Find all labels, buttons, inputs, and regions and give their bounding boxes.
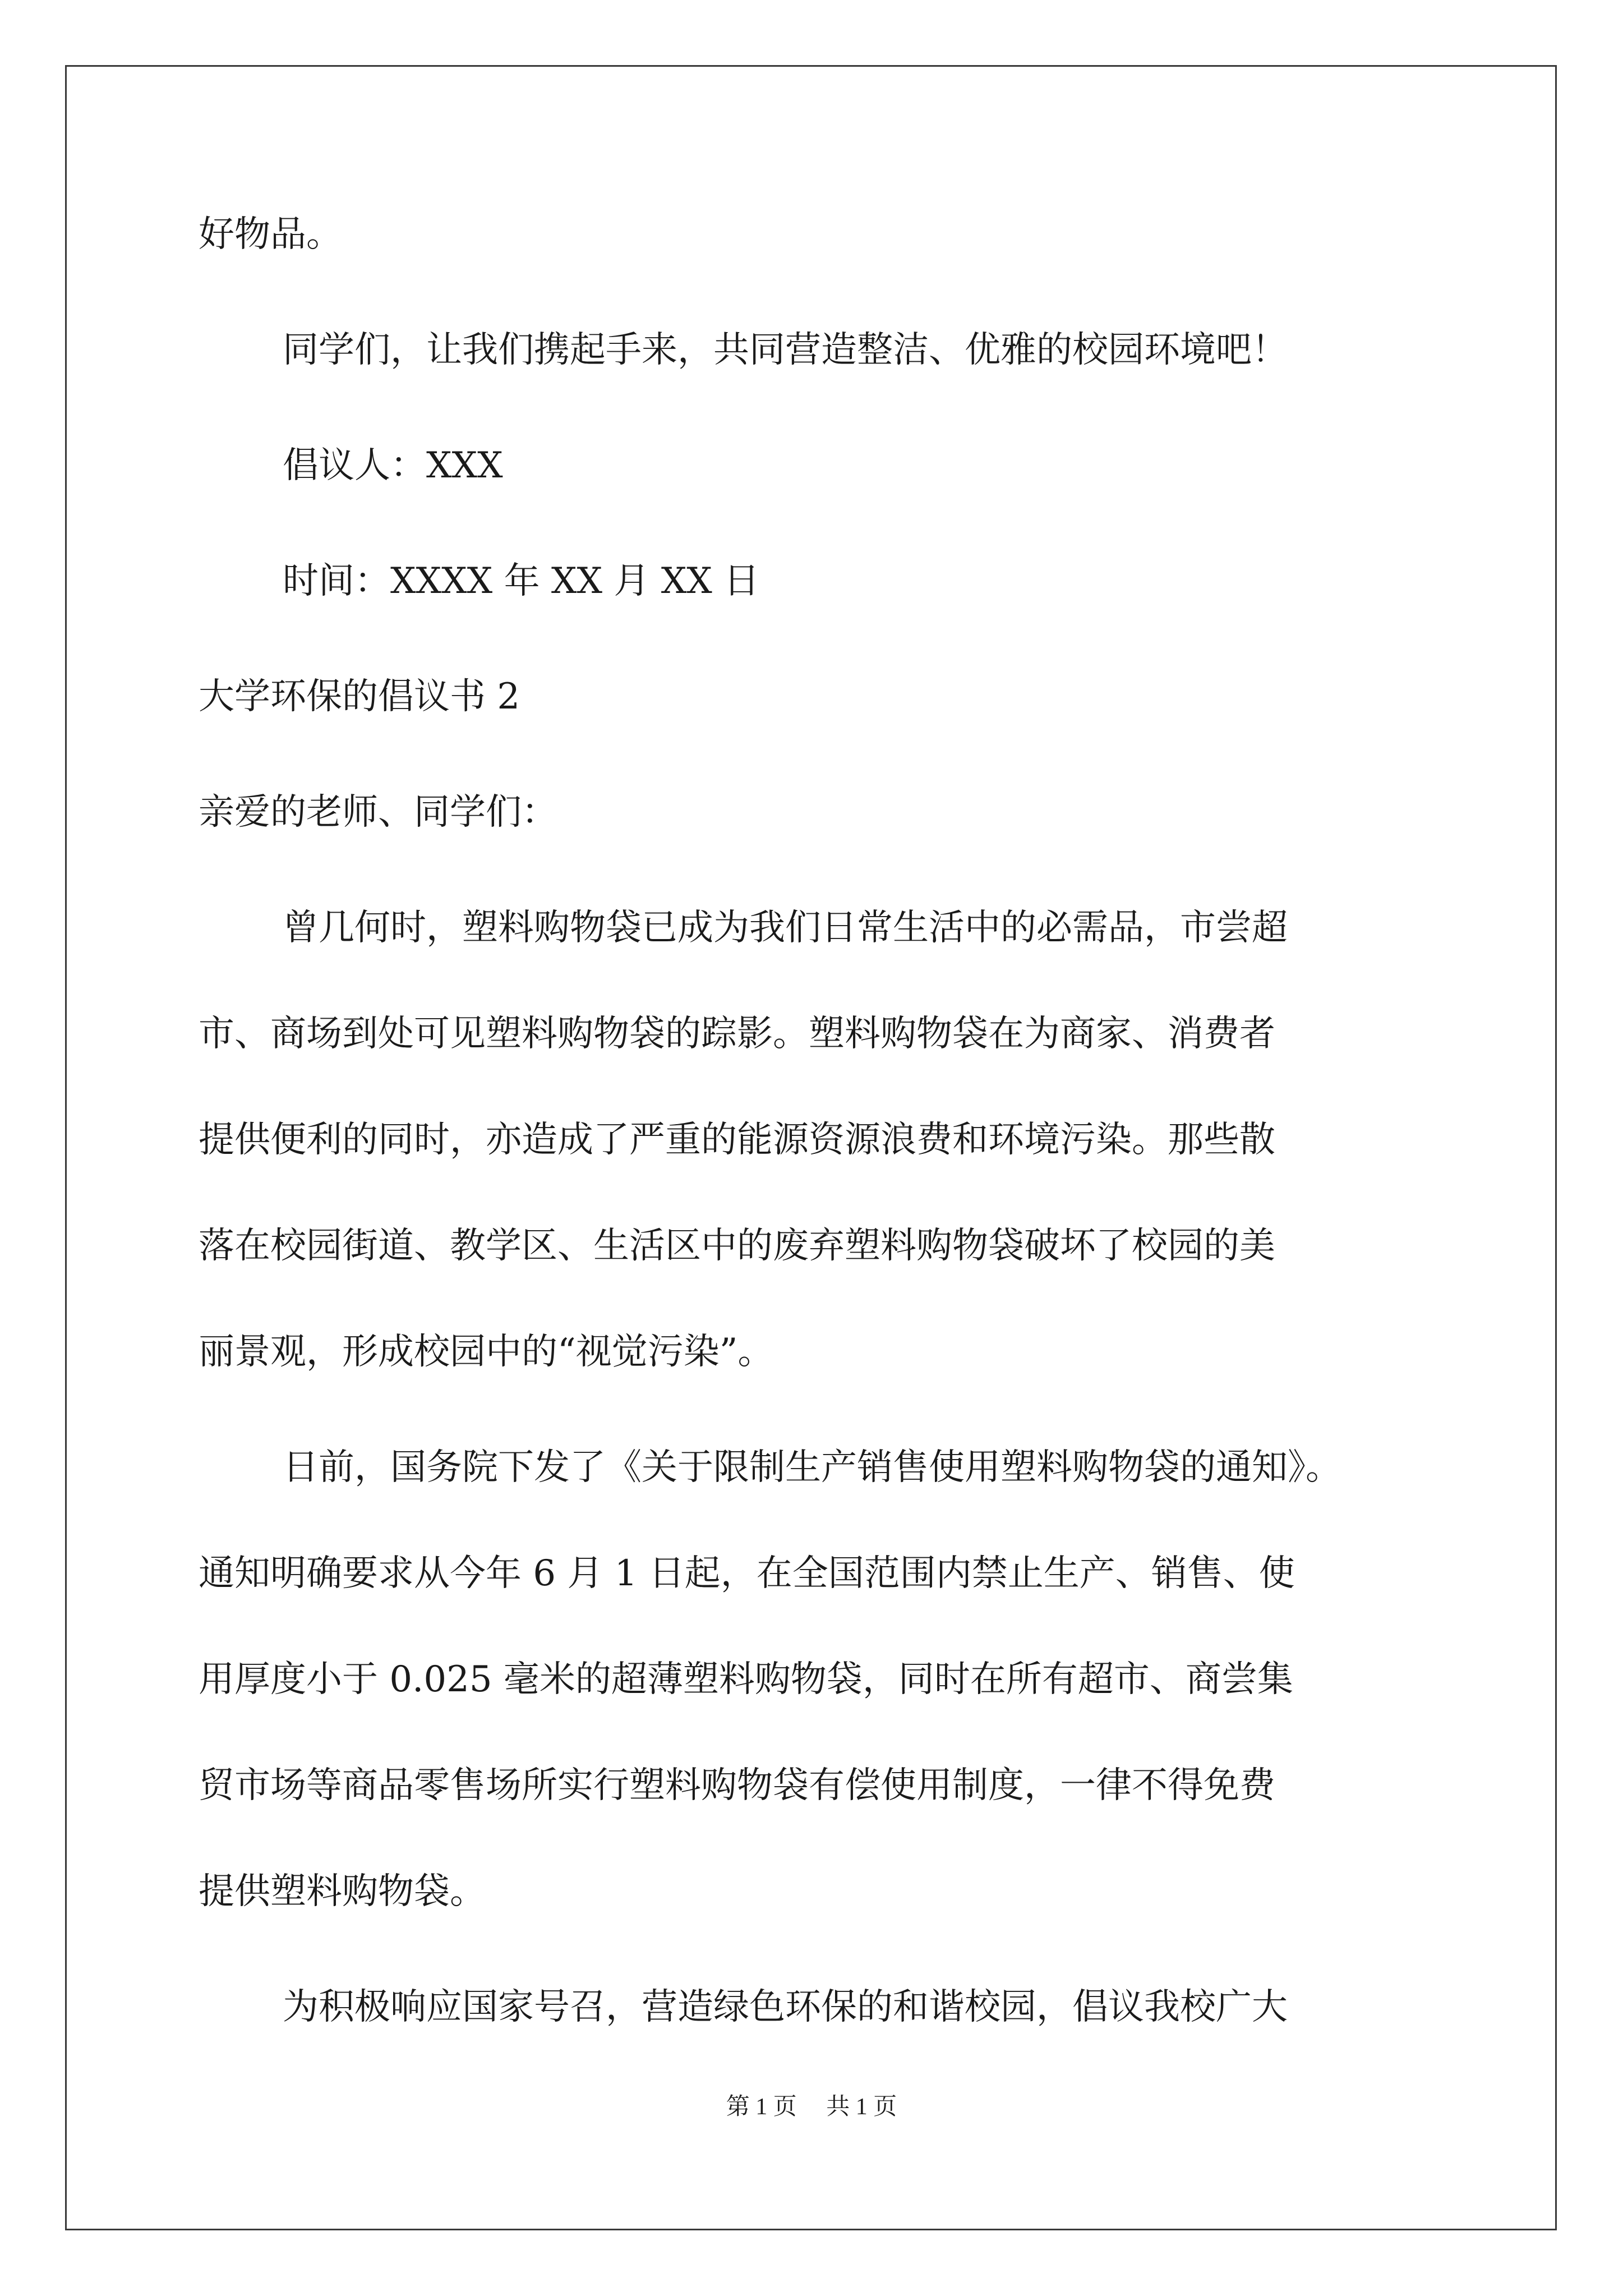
paragraph-line: 提供便利的同时，亦造成了严重的能源资源浪费和环境污染。那些散 (199, 1119, 1275, 1161)
salutation-line: 亲爱的老师、同学们： (199, 792, 557, 833)
section-title: 大学环保的倡议书 2 (199, 676, 520, 717)
paragraph-line: 落在校园街道、教学区、生活区中的废弃塑料购物袋破坏了校园的美 (199, 1225, 1275, 1267)
paragraph-line: 丽景观，形成校园中的“视觉污染”。 (199, 1331, 774, 1373)
paragraph-line: 用厚度小于 0.025 毫米的超薄塑料购物袋，同时在所有超市、商尝集 (199, 1659, 1293, 1700)
signatory-line: 倡议人：XXX (283, 445, 503, 486)
paragraph-line: 好物品。 (199, 214, 342, 255)
date-line: 时间：XXXX 年 XX 月 XX 日 (283, 560, 760, 602)
page-number-footer: 第 1 页 共 1 页 (726, 2094, 897, 2120)
paragraph-line: 贸市场等商品零售场所实行塑料购物袋有偿使用制度，一律不得免费 (199, 1765, 1275, 1806)
paragraph-line: 通知明确要求从今年 6 月 1 日起，在全国范围内禁止生产、销售、使 (199, 1553, 1295, 1594)
paragraph-line: 为积极响应国家号召，营造绿色环保的和谐校园，倡议我校广大 (283, 1986, 1288, 2028)
paragraph-line: 曾几何时，塑料购物袋已成为我们日常生活中的必需品，市尝超 (283, 907, 1288, 949)
paragraph-line: 提供塑料购物袋。 (199, 1871, 486, 1912)
paragraph-line: 日前，国务院下发了《关于限制生产销售使用塑料购物袋的通知》。 (283, 1447, 1341, 1488)
paragraph-line: 市、商场到处可见塑料购物袋的踪影。塑料购物袋在为商家、消费者 (199, 1013, 1275, 1055)
paragraph-line: 同学们，让我们携起手来，共同营造整洁、优雅的校园环境吧！ (283, 329, 1288, 371)
